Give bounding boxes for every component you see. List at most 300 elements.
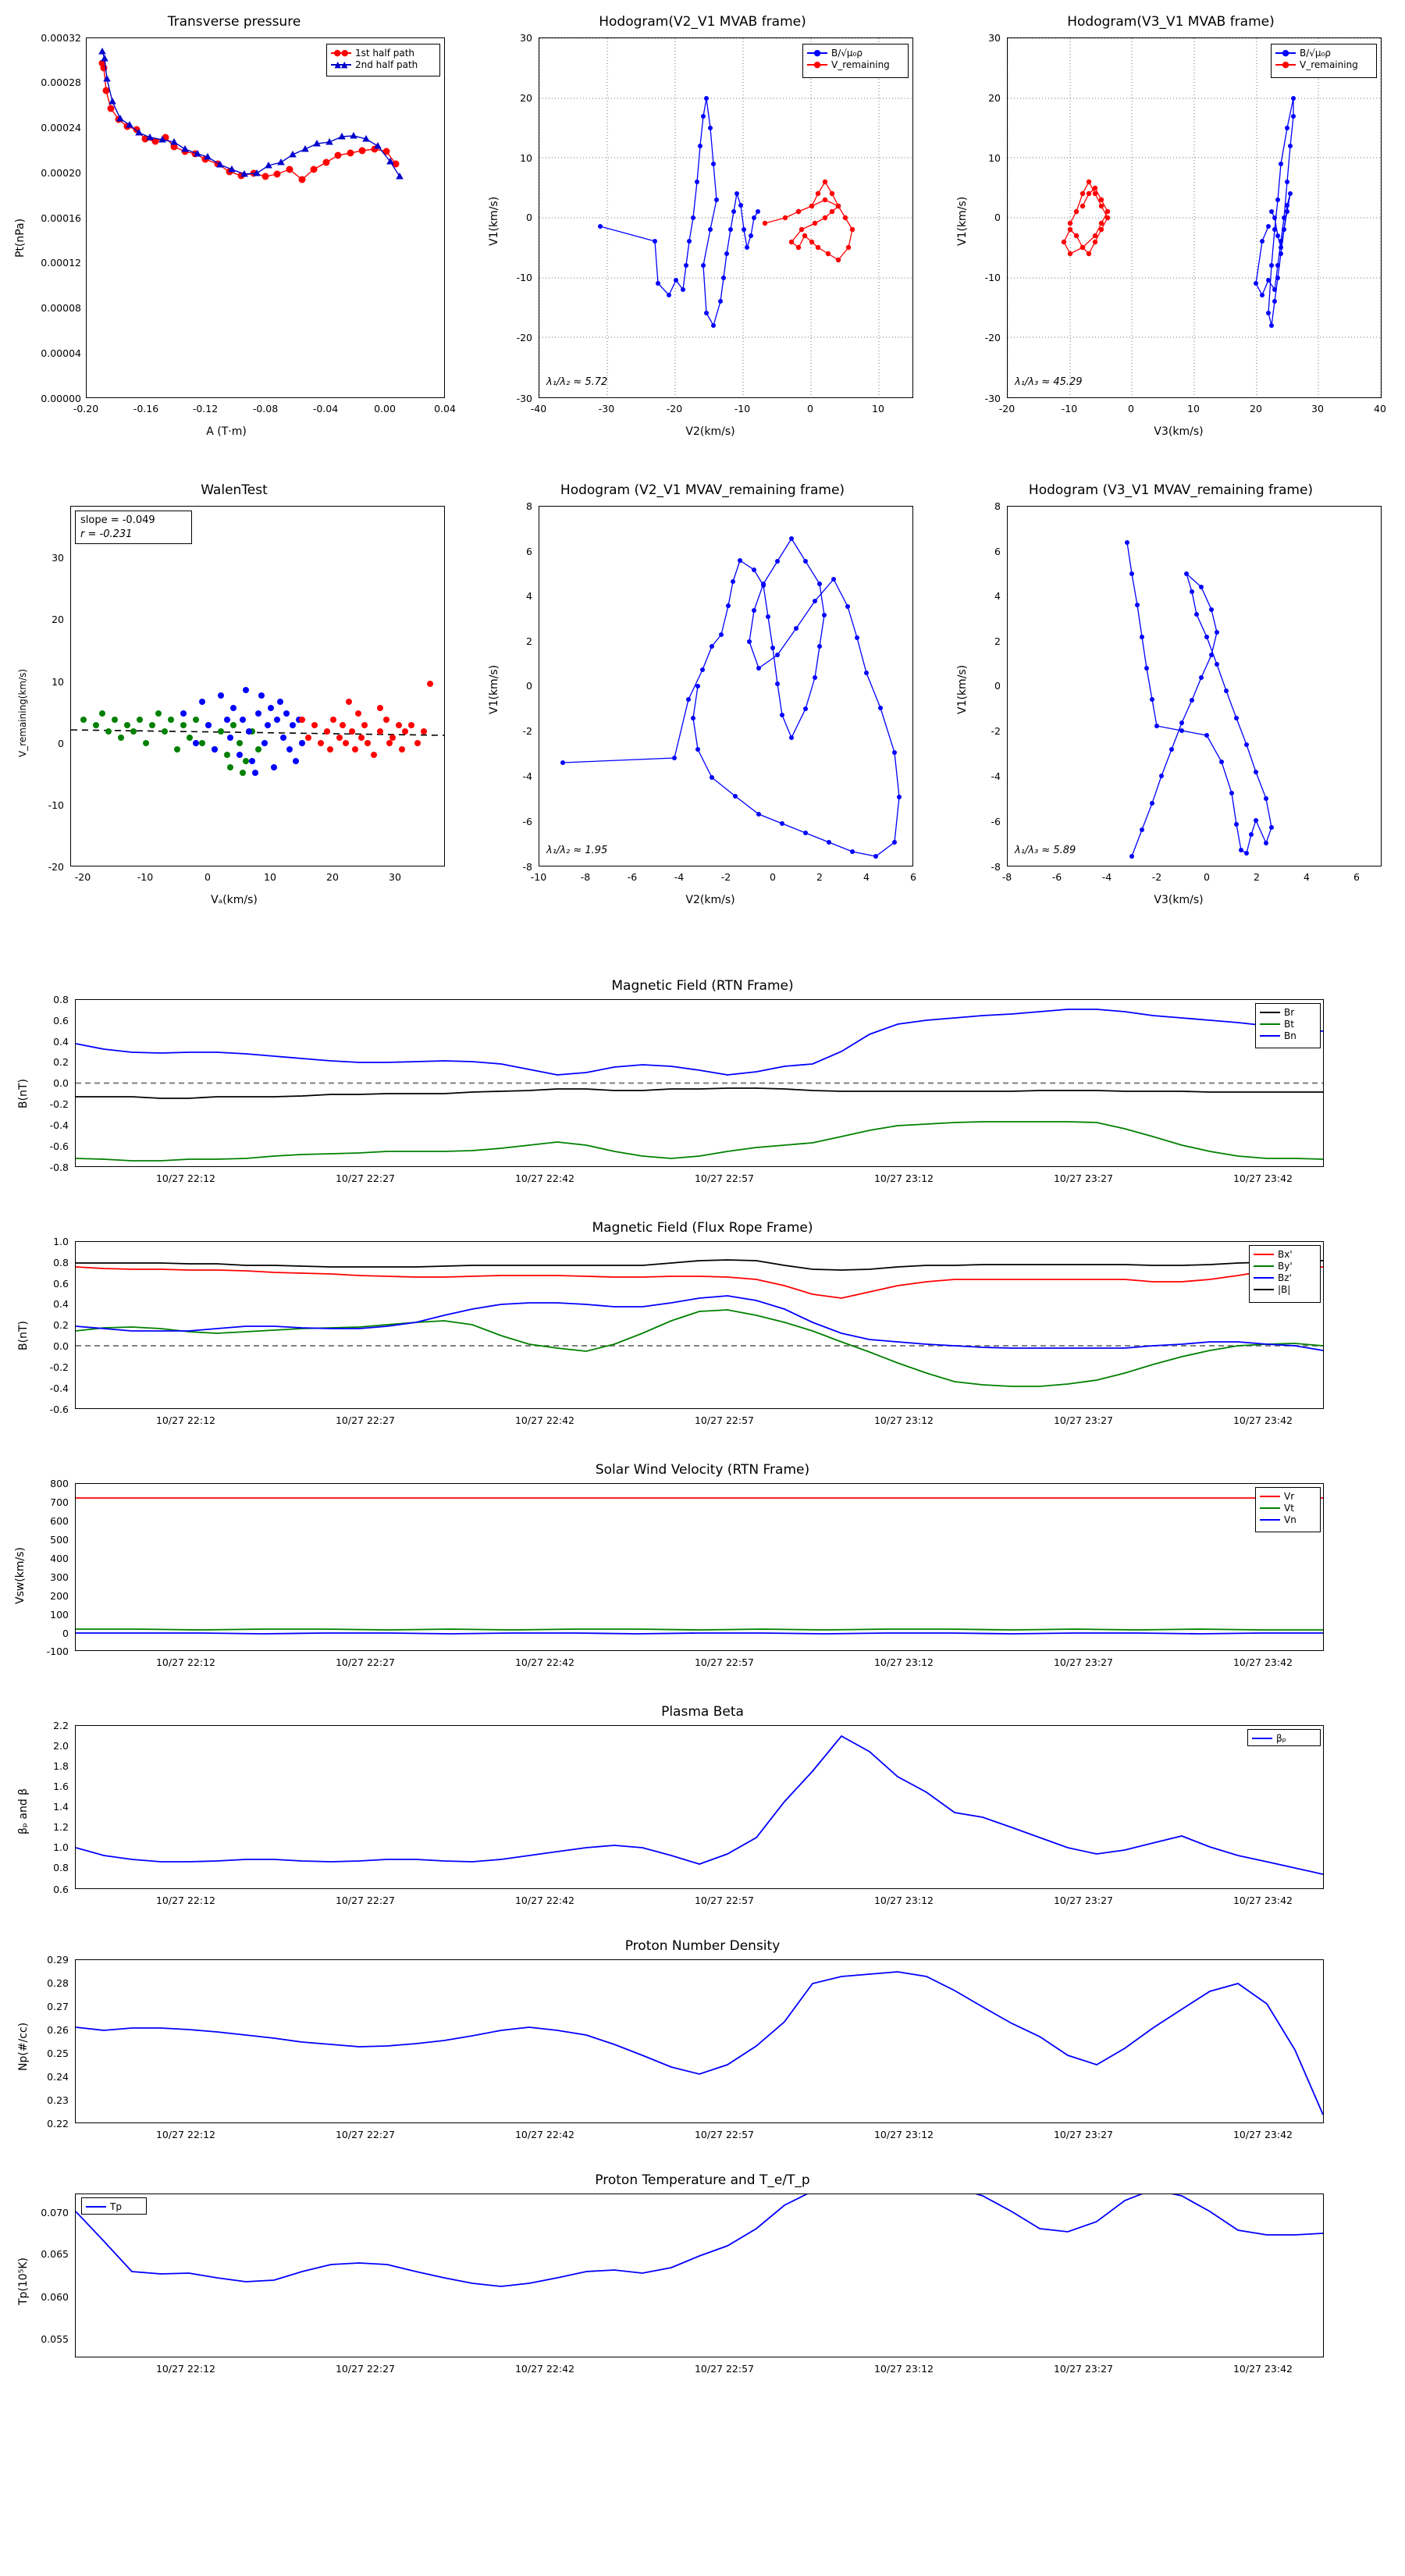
x-tick: -6 xyxy=(627,871,638,883)
y-tick: 6 xyxy=(994,546,1001,557)
panel-proton-temperature xyxy=(0,2166,1405,2400)
legend-item-vt xyxy=(1260,1502,1316,1514)
y-tick: -0.8 xyxy=(49,1162,69,1173)
legend-item-vremaining xyxy=(1275,59,1372,70)
hodogram-v3v1-mvab-svg xyxy=(1008,38,1381,397)
x-tick: 10/27 22:42 xyxy=(514,2129,575,2140)
x-axis-label: V3(km/s) xyxy=(1154,425,1204,438)
y-tick: 0 xyxy=(62,1628,69,1639)
y-tick: 0.25 xyxy=(47,2048,69,2059)
x-tick: -0.20 xyxy=(73,403,99,415)
y-axis-label: V1(km/s) xyxy=(956,196,969,246)
eigenvalue-ratio-annotation: λ₁/λ₂ ≈ 5.72 xyxy=(546,376,608,388)
x-tick: 10/27 22:57 xyxy=(694,1895,755,1906)
x-tick: 10/27 22:57 xyxy=(694,2363,755,2375)
x-tick: 10/27 23:12 xyxy=(873,1172,934,1184)
x-tick: 10/27 22:12 xyxy=(155,1895,216,1906)
x-tick: -10 xyxy=(137,871,154,883)
x-tick: -2 xyxy=(1151,871,1162,883)
x-tick: 10/27 22:12 xyxy=(155,1656,216,1668)
x-tick: 0 xyxy=(807,403,813,415)
x-tick: 10/27 23:12 xyxy=(873,1895,934,1906)
y-tick: -20 xyxy=(984,332,1001,343)
y-tick: 1.2 xyxy=(53,1821,69,1833)
x-tick: 10/27 22:27 xyxy=(335,2129,396,2140)
x-tick: 0 xyxy=(205,871,211,883)
y-tick: 0 xyxy=(526,680,532,692)
x-tick: 10/27 23:42 xyxy=(1232,2363,1293,2375)
x-axis-label: V3(km/s) xyxy=(1154,894,1204,906)
panel-title: Proton Temperature and T_e/T_p xyxy=(595,2172,810,2188)
x-tick: 10/27 23:42 xyxy=(1232,1172,1293,1184)
y-axis-label: Pt(nPa) xyxy=(14,218,27,258)
eigenvalue-ratio-annotation: λ₁/λ₂ ≈ 1.95 xyxy=(546,845,608,856)
x-tick: -20 xyxy=(998,403,1016,415)
plot-area xyxy=(75,1959,1324,2123)
panel-walen-test xyxy=(0,468,468,921)
y-tick: 0.00008 xyxy=(41,302,81,314)
fit-r-label: r = -0.231 xyxy=(80,528,133,540)
legend xyxy=(1271,44,1377,78)
proton-temperature-svg xyxy=(76,2194,1323,2357)
x-tick: 20 xyxy=(326,871,339,883)
y-tick: 0 xyxy=(994,212,1001,223)
x-tick: -10 xyxy=(734,403,751,415)
y-tick: 0.00000 xyxy=(41,393,81,404)
panel-hodogram-v2v1-mvab xyxy=(468,0,937,453)
legend-item-beta-p xyxy=(1252,1732,1316,1744)
y-tick: -8 xyxy=(522,861,532,873)
plot-area xyxy=(86,37,445,398)
y-tick: 0.6 xyxy=(53,1015,69,1026)
y-tick: 0.29 xyxy=(47,1954,69,1966)
y-tick: 100 xyxy=(50,1609,69,1621)
y-tick: 10 xyxy=(988,152,1001,164)
y-tick: 8 xyxy=(526,500,532,512)
x-tick: 0 xyxy=(1204,871,1210,883)
y-tick: 2.2 xyxy=(53,1720,69,1731)
y-axis-label: B(nT) xyxy=(17,1321,30,1350)
plot-area xyxy=(539,37,913,398)
y-tick: 0.24 xyxy=(47,2071,69,2083)
legend xyxy=(1255,1487,1321,1532)
y-tick: -8 xyxy=(991,861,1001,873)
x-tick: -0.16 xyxy=(133,403,159,415)
y-tick: 1.0 xyxy=(53,1236,69,1247)
legend-item-by xyxy=(1254,1260,1316,1272)
plot-area xyxy=(75,2194,1324,2357)
x-tick: 10/27 22:12 xyxy=(155,2129,216,2140)
x-tick: -4 xyxy=(674,871,685,883)
panel-title: Solar Wind Velocity (RTN Frame) xyxy=(595,1462,810,1478)
y-tick: 0.060 xyxy=(41,2291,69,2303)
transverse-pressure-svg xyxy=(87,38,444,397)
x-tick: 0.00 xyxy=(374,403,396,415)
y-tick: 1.6 xyxy=(53,1781,69,1792)
x-tick: 10/27 23:27 xyxy=(1053,1895,1114,1906)
panel-hodogram-v3v1-mvab xyxy=(937,0,1405,453)
line-swatch-black xyxy=(1254,1289,1274,1290)
y-tick: 1.4 xyxy=(53,1801,69,1813)
y-tick: 0.8 xyxy=(53,994,69,1005)
x-tick: 0 xyxy=(770,871,776,883)
x-tick: 10/27 22:42 xyxy=(514,1895,575,1906)
x-tick: 10/27 22:27 xyxy=(335,2363,396,2375)
y-tick: 0.00016 xyxy=(41,212,81,224)
legend-label: Bz' xyxy=(1278,1272,1292,1283)
y-tick: -30 xyxy=(516,393,532,404)
hodogram-v3v1-mvav-svg xyxy=(1008,507,1381,866)
y-tick: 0.6 xyxy=(53,1884,69,1895)
y-tick: 0.00012 xyxy=(41,257,81,269)
x-tick: 10/27 22:57 xyxy=(694,1172,755,1184)
plot-area xyxy=(1007,37,1382,398)
y-tick: 0.26 xyxy=(47,2024,69,2036)
legend-label: Br xyxy=(1284,1006,1295,1018)
legend xyxy=(1249,1245,1321,1303)
proton-density-svg xyxy=(76,1960,1323,2122)
x-tick: -8 xyxy=(580,871,591,883)
mag-rtn-svg xyxy=(76,1000,1323,1166)
plot-area xyxy=(539,506,913,866)
y-tick: 0.4 xyxy=(53,1036,69,1048)
plot-area xyxy=(75,1725,1324,1889)
y-tick: 200 xyxy=(50,1590,69,1602)
x-tick: 30 xyxy=(1311,403,1324,415)
x-tick: 10/27 23:27 xyxy=(1053,2129,1114,2140)
line-swatch-blue xyxy=(1260,1519,1280,1521)
y-tick: 300 xyxy=(50,1571,69,1583)
y-tick: 0 xyxy=(526,212,532,223)
y-tick: -10 xyxy=(48,799,64,811)
x-tick: -2 xyxy=(720,871,731,883)
y-tick: 0.00004 xyxy=(41,347,81,359)
x-tick: 2 xyxy=(1254,871,1260,883)
legend-item-br xyxy=(1260,1006,1316,1018)
y-tick: 800 xyxy=(50,1478,69,1489)
plot-area xyxy=(75,999,1324,1167)
y-tick: -2 xyxy=(522,725,532,737)
y-tick: 30 xyxy=(520,32,532,44)
y-axis-label: βₚ and β xyxy=(17,1788,30,1834)
x-tick: 10 xyxy=(1187,403,1200,415)
x-tick: 10/27 22:27 xyxy=(335,1172,396,1184)
panel-title: Plasma Beta xyxy=(661,1704,744,1720)
y-tick: 0.070 xyxy=(41,2207,69,2218)
eigenvalue-ratio-annotation: λ₁/λ₃ ≈ 45.29 xyxy=(1015,376,1083,388)
y-tick: 10 xyxy=(52,676,64,688)
panel-title: WalenTest xyxy=(201,482,268,498)
y-tick: 20 xyxy=(988,92,1001,104)
y-axis-label: V1(km/s) xyxy=(956,664,969,714)
x-axis-label: V2(km/s) xyxy=(685,894,735,906)
legend xyxy=(1255,1003,1321,1048)
x-tick: 20 xyxy=(1250,403,1262,415)
line-swatch-green xyxy=(1254,1265,1274,1267)
legend-label: Tp xyxy=(110,2201,122,2212)
x-tick: 30 xyxy=(389,871,401,883)
solar-wind-svg xyxy=(76,1484,1323,1650)
y-tick: 400 xyxy=(50,1553,69,1564)
y-axis-label: B(nT) xyxy=(17,1079,30,1108)
panel-magnetic-field-rtn xyxy=(0,972,1405,1214)
panel-title: Hodogram (V2_V1 MVAV_remaining frame) xyxy=(560,482,845,498)
y-tick: 700 xyxy=(50,1496,69,1508)
y-tick: 0.0 xyxy=(53,1077,69,1089)
legend-label: B/√μ₀ρ xyxy=(1300,47,1331,59)
x-tick: 10/27 22:12 xyxy=(155,1172,216,1184)
y-tick: -6 xyxy=(991,816,1001,827)
y-tick: 0.8 xyxy=(53,1862,69,1873)
y-tick: -10 xyxy=(516,272,532,283)
y-tick: 1.8 xyxy=(53,1760,69,1772)
legend-item-tp xyxy=(86,2201,142,2212)
legend-label: Vt xyxy=(1284,1502,1294,1514)
y-tick: 0.00020 xyxy=(41,167,81,179)
line-swatch-blue: ▲▲ xyxy=(331,64,351,66)
legend-item-b xyxy=(1275,47,1372,59)
x-tick: 10/27 23:42 xyxy=(1232,1656,1293,1668)
y-tick: 0.00024 xyxy=(41,122,81,133)
y-tick: -10 xyxy=(984,272,1001,283)
line-swatch-red: ●● xyxy=(331,52,351,54)
legend-label: Bx' xyxy=(1278,1248,1293,1260)
x-tick: -40 xyxy=(530,403,547,415)
y-tick: 500 xyxy=(50,1534,69,1546)
y-tick: 2.0 xyxy=(53,1740,69,1752)
y-tick: 0 xyxy=(994,680,1001,692)
plot-area xyxy=(75,1241,1324,1409)
x-tick: 0.04 xyxy=(434,403,456,415)
x-tick: 10/27 23:27 xyxy=(1053,1656,1114,1668)
y-tick: -20 xyxy=(516,332,532,343)
y-tick: 0 xyxy=(58,738,64,749)
legend-label: Bt xyxy=(1284,1018,1294,1030)
legend-item-vr xyxy=(1260,1490,1316,1502)
y-tick: 8 xyxy=(994,500,1001,512)
line-swatch-blue xyxy=(1260,1035,1280,1037)
fit-line xyxy=(71,730,444,735)
legend-item-bn xyxy=(1260,1030,1316,1041)
x-tick: 10/27 23:27 xyxy=(1053,1172,1114,1184)
x-tick: 0 xyxy=(1128,403,1134,415)
y-tick: 30 xyxy=(988,32,1001,44)
x-tick: 10/27 23:27 xyxy=(1053,1414,1114,1426)
hodogram-v2v1-mvab-svg xyxy=(539,38,912,397)
x-tick: 10/27 22:12 xyxy=(155,1414,216,1426)
plasma-beta-svg xyxy=(76,1726,1323,1888)
x-tick: 10/27 22:27 xyxy=(335,1656,396,1668)
line-swatch-green xyxy=(1260,1023,1280,1025)
x-tick: 10/27 22:57 xyxy=(694,1414,755,1426)
legend xyxy=(326,44,440,76)
x-tick: 10/27 22:42 xyxy=(514,1656,575,1668)
line-swatch-blue xyxy=(1252,1738,1272,1739)
y-tick: 0.28 xyxy=(47,1977,69,1989)
panel-plasma-beta xyxy=(0,1698,1405,1932)
x-tick: 6 xyxy=(1353,871,1360,883)
legend-item-1st-half xyxy=(331,47,436,59)
y-axis-label: V_remaining(km/s) xyxy=(17,668,28,757)
y-tick: -30 xyxy=(984,393,1001,404)
y-tick: 20 xyxy=(52,614,64,625)
panel-title: Proton Number Density xyxy=(624,1938,781,1954)
y-tick: -2 xyxy=(991,725,1001,737)
legend-label: Vn xyxy=(1284,1514,1297,1525)
x-tick: -0.08 xyxy=(252,403,279,415)
panel-title: Transverse pressure xyxy=(167,14,301,30)
x-tick: 10/27 22:42 xyxy=(514,1414,575,1426)
y-tick: 0.22 xyxy=(47,2118,69,2129)
plot-area xyxy=(1007,506,1382,866)
y-tick: 0.6 xyxy=(53,1278,69,1290)
x-tick: -0.04 xyxy=(312,403,339,415)
panel-title: Magnetic Field (RTN Frame) xyxy=(611,978,794,994)
y-axis-label: V1(km/s) xyxy=(488,664,500,714)
x-tick: -8 xyxy=(1001,871,1012,883)
line-swatch-red xyxy=(1254,1254,1274,1255)
legend-label: βₚ xyxy=(1276,1732,1286,1744)
legend-item-bx xyxy=(1254,1248,1316,1260)
x-tick: 10/27 23:12 xyxy=(873,1414,934,1426)
panel-magnetic-field-flux-rope xyxy=(0,1214,1405,1456)
panel-hodogram-v3v1-mvav xyxy=(937,468,1405,921)
line-swatch-green xyxy=(1260,1507,1280,1509)
walen-test-svg xyxy=(71,507,444,866)
panel-title: Hodogram(V2_V1 MVAB frame) xyxy=(599,14,806,30)
x-tick: 10 xyxy=(872,403,884,415)
x-tick: 10/27 23:12 xyxy=(873,2129,934,2140)
x-tick: 10/27 23:42 xyxy=(1232,2129,1293,2140)
x-tick: 10/27 22:57 xyxy=(694,2129,755,2140)
legend-label: 2nd half path xyxy=(355,59,418,70)
x-tick: -6 xyxy=(1051,871,1062,883)
y-tick: 4 xyxy=(994,590,1001,602)
y-tick: 2 xyxy=(526,635,532,647)
legend-label: 1st half path xyxy=(355,47,415,59)
x-tick: 10/27 22:57 xyxy=(694,1656,755,1668)
y-axis-label: Vsw(km/s) xyxy=(14,1546,27,1604)
plot-area xyxy=(75,1483,1324,1651)
legend-label: Bn xyxy=(1284,1030,1297,1041)
legend-label: Vr xyxy=(1284,1490,1295,1502)
y-tick: 0.055 xyxy=(41,2333,69,2345)
x-tick: 10/27 22:42 xyxy=(514,2363,575,2375)
x-tick: 10/27 22:27 xyxy=(335,1414,396,1426)
y-tick: -0.4 xyxy=(49,1119,69,1131)
x-tick: 10/27 23:12 xyxy=(873,1656,934,1668)
panel-transverse-pressure xyxy=(0,0,468,453)
panel-solar-wind-velocity xyxy=(0,1456,1405,1698)
x-tick: 6 xyxy=(910,871,916,883)
fit-annotation xyxy=(75,511,192,544)
x-tick: 4 xyxy=(863,871,870,883)
x-tick: -10 xyxy=(530,871,547,883)
y-axis-label: Tp(10⁵K) xyxy=(17,2258,30,2305)
y-tick: -0.2 xyxy=(49,1361,69,1373)
y-tick: 0.00032 xyxy=(41,32,81,44)
legend-label: V_remaining xyxy=(831,59,890,70)
x-tick: -30 xyxy=(598,403,615,415)
legend-label: B/√μ₀ρ xyxy=(831,47,863,59)
y-tick: 10 xyxy=(520,152,532,164)
y-tick: 2 xyxy=(994,635,1001,647)
panel-proton-number-density xyxy=(0,1932,1405,2166)
line-swatch-black xyxy=(1260,1012,1280,1013)
y-tick: -0.2 xyxy=(49,1098,69,1110)
panel-hodogram-v2v1-mvav xyxy=(468,468,937,921)
x-tick: -20 xyxy=(666,403,683,415)
y-tick: -4 xyxy=(991,770,1001,782)
panel-title: Magnetic Field (Flux Rope Frame) xyxy=(592,1220,813,1236)
x-tick: -4 xyxy=(1101,871,1112,883)
x-tick: 40 xyxy=(1374,403,1386,415)
y-tick: 0.8 xyxy=(53,1257,69,1268)
fit-slope-label: slope = -0.049 xyxy=(80,514,155,526)
line-swatch-red xyxy=(1260,1496,1280,1497)
plot-area xyxy=(70,506,445,866)
x-tick: 10/27 22:27 xyxy=(335,1895,396,1906)
legend-item-bz xyxy=(1254,1272,1316,1283)
x-tick: 10/27 23:27 xyxy=(1053,2363,1114,2375)
legend-item-vn xyxy=(1260,1514,1316,1525)
legend-item-2nd-half xyxy=(331,59,436,70)
legend-item-bmag xyxy=(1254,1283,1316,1295)
legend xyxy=(1247,1729,1321,1746)
line-swatch-red: ● xyxy=(807,64,827,66)
x-tick: 2 xyxy=(816,871,823,883)
y-axis-label: Np(#/cc) xyxy=(17,2022,30,2071)
y-tick: 4 xyxy=(526,590,532,602)
line-swatch-blue xyxy=(86,2206,106,2208)
y-tick: 600 xyxy=(50,1515,69,1527)
line-swatch-red: ● xyxy=(1275,64,1296,66)
y-tick: -4 xyxy=(522,770,532,782)
y-tick: -0.6 xyxy=(49,1140,69,1152)
panel-title: Hodogram (V3_V1 MVAV_remaining frame) xyxy=(1028,482,1314,498)
x-tick: 10 xyxy=(264,871,276,883)
y-tick: 0.4 xyxy=(53,1298,69,1310)
y-tick: 0.0 xyxy=(53,1340,69,1352)
y-tick: 0.2 xyxy=(53,1056,69,1068)
mag-flux-rope-svg xyxy=(76,1242,1323,1408)
line-swatch-blue: ● xyxy=(1275,52,1296,54)
y-tick: 0.2 xyxy=(53,1319,69,1331)
x-tick: -10 xyxy=(1061,403,1078,415)
x-tick: -0.12 xyxy=(192,403,219,415)
legend xyxy=(802,44,909,78)
hodogram-v2v1-mvav-svg xyxy=(539,507,912,866)
y-tick: -100 xyxy=(46,1646,69,1657)
x-tick: 4 xyxy=(1304,871,1310,883)
y-tick: 6 xyxy=(526,546,532,557)
line-swatch-blue xyxy=(1254,1277,1274,1279)
legend-item-b xyxy=(807,47,904,59)
x-tick: 10/27 23:42 xyxy=(1232,1895,1293,1906)
x-axis-label: Vₐ(km/s) xyxy=(211,894,258,906)
eigenvalue-ratio-annotation: λ₁/λ₃ ≈ 5.89 xyxy=(1015,845,1076,856)
y-tick: 0.27 xyxy=(47,2001,69,2012)
x-axis-label: A (T·m) xyxy=(206,425,247,438)
y-tick: 30 xyxy=(52,552,64,564)
y-tick: -0.6 xyxy=(49,1404,69,1415)
y-tick: 0.065 xyxy=(41,2248,69,2260)
x-tick: 10/27 22:42 xyxy=(514,1172,575,1184)
x-tick: -20 xyxy=(74,871,91,883)
y-tick: -6 xyxy=(522,816,532,827)
x-tick: 10/27 23:12 xyxy=(873,2363,934,2375)
y-tick: 1.0 xyxy=(53,1841,69,1853)
